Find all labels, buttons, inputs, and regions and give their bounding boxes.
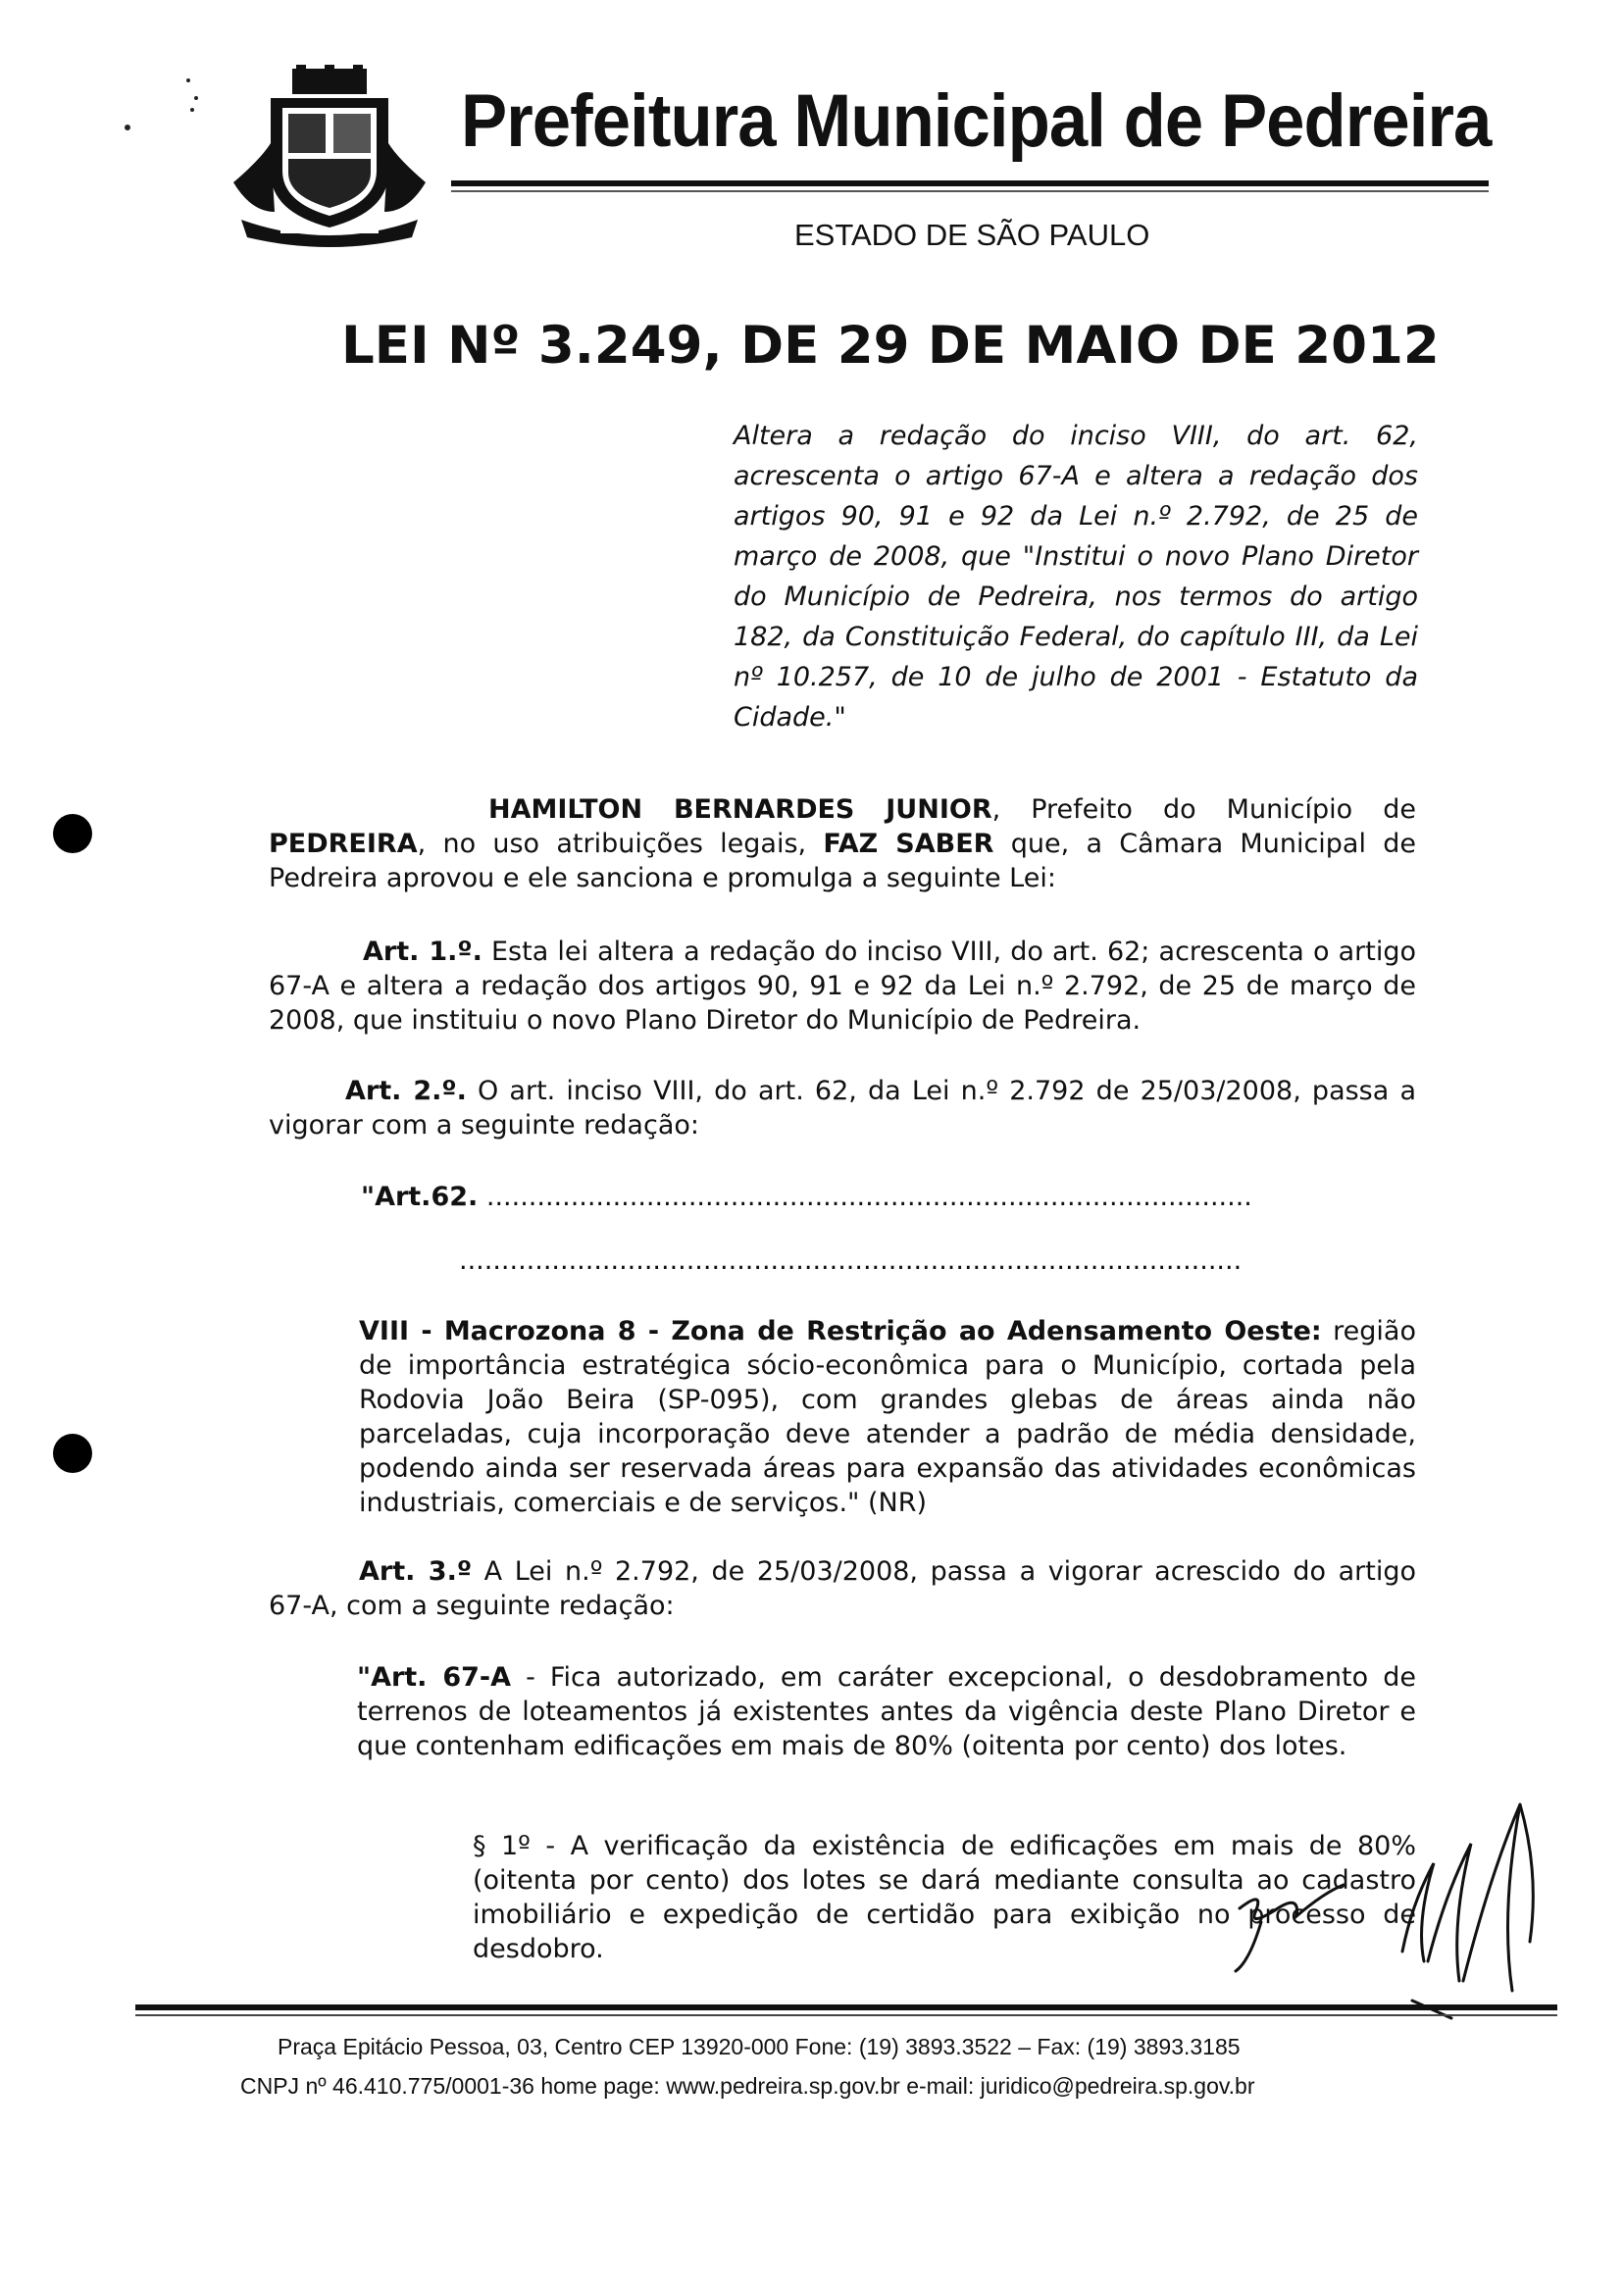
state-name: ESTADO DE SÃO PAULO: [794, 218, 1150, 252]
article-67a-text: - Fica autorizado, em caráter excepcional, o desdobramento de terrenos de loteamentos já existentes antes da vigência deste Plano Diretor e que contenham edificações em mais de 80% (oitenta por cento) dos lotes.: [357, 1662, 1416, 1761]
article-1-label: Art. 1.º.: [363, 937, 482, 967]
scan-specks: [118, 59, 226, 167]
city-name: PEDREIRA: [269, 829, 418, 859]
law-title: LEI Nº 3.249, DE 29 DE MAIO DE 2012: [341, 316, 1440, 376]
item-viii-label: VIII - Macrozona 8 - Zona de Restrição ao Adensamento Oeste:: [359, 1316, 1322, 1346]
intro-paragraph: [269, 792, 1416, 895]
organization-name: Prefeitura Municipal de Pedreira: [461, 79, 1492, 163]
header-rule: [451, 180, 1489, 186]
article-67a-label: "Art. 67-A: [357, 1662, 512, 1693]
article-2-text: O art. inciso VIII, do art. 62, da Lei n.º 2.792 de 25/03/2008, passa a vigorar com a seguinte redação:: [269, 1076, 1416, 1141]
item-viii: [359, 1314, 1416, 1520]
article-3: [269, 1554, 1416, 1623]
footer-address: Praça Epitácio Pessoa, 03, Centro CEP 13920-000 Fone: (19) 3893.3522 – Fax: (19) 3893.3185: [278, 2034, 1241, 2059]
ellipsis-line: .............................................................................................: [459, 1245, 1243, 1276]
article-67a: [357, 1660, 1416, 1763]
footer-contact: CNPJ nº 46.410.775/0001-36 home page: www.pedreira.sp.gov.br e-mail: juridico@pedreira.sp.gov.br: [240, 2073, 1255, 2099]
signature-icon: [1206, 1795, 1618, 2050]
mayor-name: HAMILTON BERNARDES JUNIOR: [488, 794, 992, 825]
article-3-text: A Lei n.º 2.792, de 25/03/2008, passa a vigorar acrescido do artigo 67-A, com a seguinte redação:: [269, 1556, 1417, 1621]
municipal-crest-icon: [231, 65, 428, 251]
intro-text-1: , Prefeito do Município de: [991, 794, 1416, 825]
item-viii-text: região de importância estratégica sócio-econômica para o Município, cortada pela Rodovia João Beira (SP-095), com grandes glebas de áreas ainda não parceladas, cuja incorporação deve atender a padrão de média densidade, podendo ainda ser reservada áreas para expansão das atividades econômicas industriais, comerciais e de serviços." (NR): [359, 1316, 1416, 1518]
article-62-label: "Art.62.: [361, 1182, 479, 1212]
article-2-label: Art. 2.º.: [345, 1076, 467, 1106]
intro-text-3: que, a Câmara Municipal de Pedreira aprovou e ele sanciona e promulga a seguinte Lei:: [269, 829, 1416, 893]
header-rule-thin: [451, 190, 1489, 192]
article-2: [269, 1074, 1416, 1142]
punch-hole: [53, 814, 92, 853]
intro-text-2: , no uso atribuições legais,: [417, 829, 824, 859]
article-3-label: Art. 3.º: [359, 1556, 473, 1587]
article-1: [269, 935, 1416, 1038]
article-1-text: Esta lei altera a redação do inciso VIII, do art. 62; acrescenta o artigo 67-A e altera a redação dos artigos 90, 91 e 92 da Lei n.º 2.792, de 25 de março de 2008, que instituiu o novo Plano Diretor do Município de Pedreira.: [269, 937, 1416, 1036]
paragraph-1: § 1º - A verificação da existência de edificações em mais de 80% (oitenta por cento) dos lotes se dará mediante consulta ao cadastro imobiliário e expedição de certidão para exibição no processo de desdobro.: [473, 1831, 1416, 1964]
article-62-quote: [361, 1180, 1263, 1214]
footer-rule: [135, 2004, 1557, 2010]
faz-saber: FAZ SABER: [823, 829, 994, 859]
article-62-dots: ...........................................................................................: [478, 1182, 1252, 1212]
footer-rule-thin: [135, 2014, 1557, 2016]
law-summary: Altera a redação do inciso VIII, do art. 62, acrescenta o artigo 67-A e altera a redação dos artigos 90, 91 e 92 da Lei n.º 2.792, de 25 de março de 2008, que "Institui o novo Plano Diretor do Município de Pedreira, nos termos do artigo 182, da Constituição Federal, do capítulo III, da Lei nº 10.257, de 10 de julho de 2001 - Estatuto da Cidade.": [734, 421, 1418, 733]
punch-hole: [53, 1434, 92, 1473]
